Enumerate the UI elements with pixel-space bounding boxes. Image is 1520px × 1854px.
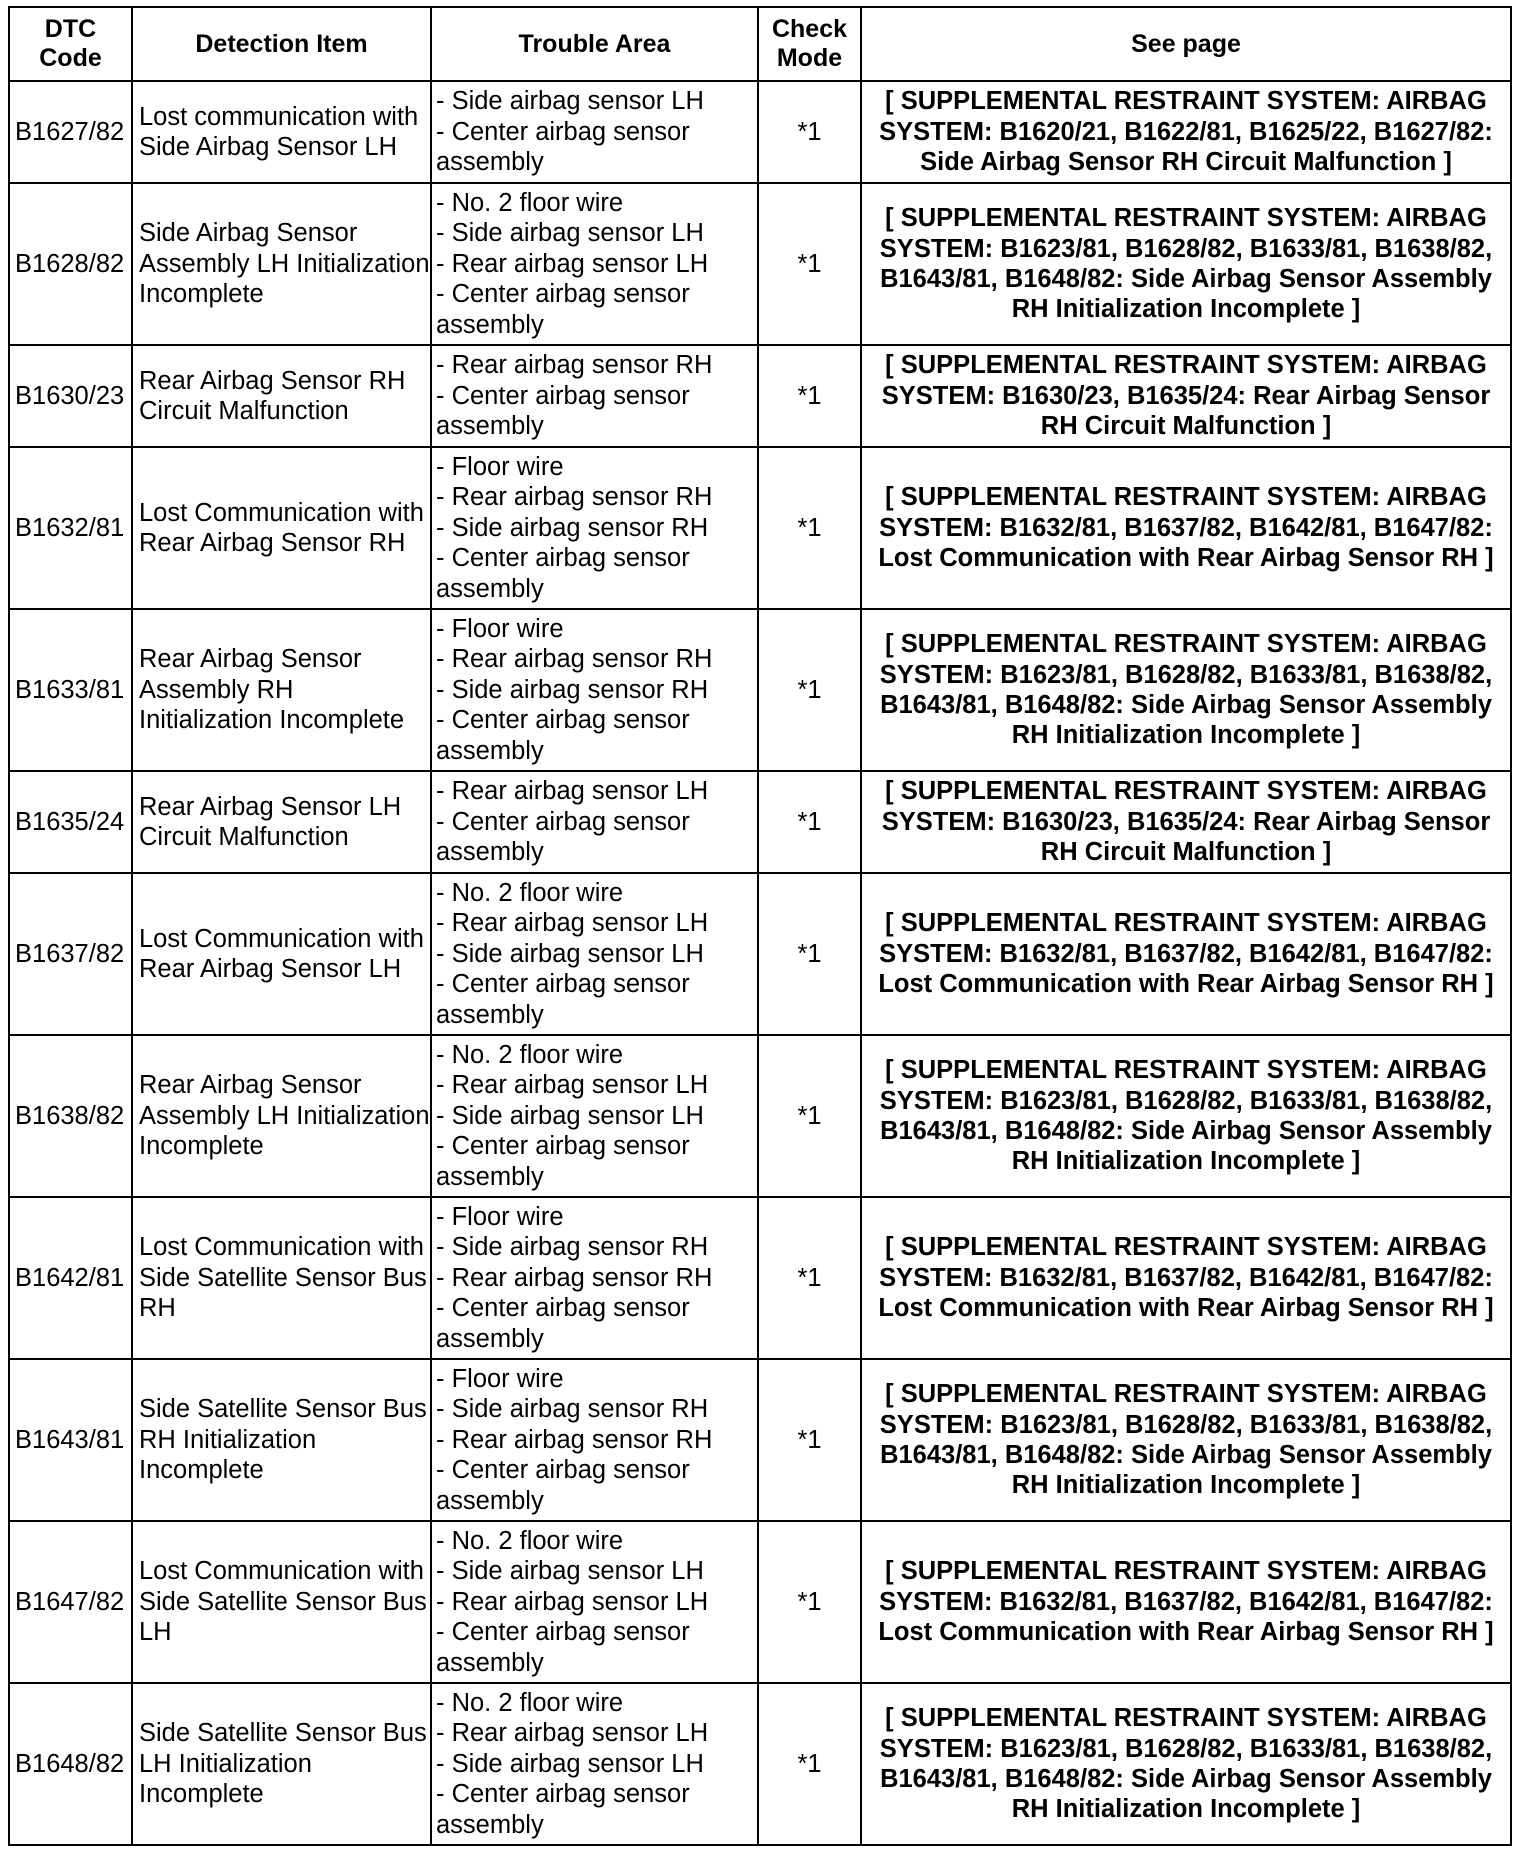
trouble-area-line: - Rear airbag sensor LH bbox=[436, 1071, 709, 1100]
trouble-area-line: assembly bbox=[436, 1000, 544, 1029]
table-row bbox=[9, 1197, 1511, 1359]
see-page-cell bbox=[861, 183, 1511, 345]
see-page-line: SYSTEM: B1632/81, B1637/82, B1642/81, B1647/82: bbox=[879, 1263, 1493, 1292]
header-detection-item: Detection Item bbox=[132, 7, 431, 81]
see-page-line: SYSTEM: B1632/81, B1637/82, B1642/81, B1647/82: bbox=[879, 939, 1493, 968]
header-check-mode-line: Mode bbox=[776, 44, 843, 72]
detection-item-line: Side Satellite Sensor Bus bbox=[139, 1263, 427, 1292]
see-page-cell bbox=[861, 771, 1511, 873]
see-page-line: RH Initialization Incomplete ] bbox=[1011, 1795, 1361, 1824]
dtc-code-cell: B1643/81 bbox=[9, 1359, 132, 1521]
see-page-line: [ SUPPLEMENTAL RESTRAINT SYSTEM: AIRBAG bbox=[885, 351, 1487, 380]
trouble-area-line: - Center airbag sensor bbox=[436, 117, 690, 146]
trouble-area-line: - Center airbag sensor bbox=[436, 1780, 690, 1809]
header-trouble-area: Trouble Area bbox=[431, 7, 758, 81]
check-mode-cell: *1 bbox=[758, 447, 861, 609]
see-page-line: [ SUPPLEMENTAL RESTRAINT SYSTEM: AIRBAG bbox=[885, 204, 1487, 233]
table-row bbox=[9, 183, 1511, 345]
trouble-area-line: - No. 2 floor wire bbox=[436, 1526, 624, 1555]
trouble-area-cell bbox=[431, 345, 758, 447]
dtc-code-cell: B1632/81 bbox=[9, 447, 132, 609]
see-page-line: Lost Communication with Rear Airbag Sensor RH ] bbox=[878, 1294, 1494, 1323]
detection-item-line: Incomplete bbox=[139, 280, 264, 309]
trouble-area-line: assembly bbox=[436, 148, 544, 177]
trouble-area-line: - Center airbag sensor bbox=[436, 381, 690, 410]
see-page-line: SYSTEM: B1623/81, B1628/82, B1633/81, B1638/82, bbox=[879, 1086, 1493, 1115]
detection-item-line: Lost communication with bbox=[139, 102, 419, 131]
trouble-area-line: - No. 2 floor wire bbox=[436, 1040, 624, 1069]
detection-item-line: Lost Communication with bbox=[139, 924, 424, 953]
table-row bbox=[9, 1521, 1511, 1683]
detection-item-line: Lost Communication with bbox=[139, 1557, 424, 1586]
detection-item-line: Circuit Malfunction bbox=[139, 397, 349, 425]
see-page-line: B1643/81, B1648/82: Side Airbag Sensor Assembly bbox=[880, 1765, 1492, 1793]
detection-item-line: Rear Airbag Sensor bbox=[139, 645, 362, 674]
detection-item-cell bbox=[132, 873, 431, 1035]
detection-item-line: Assembly LH Initialization bbox=[139, 249, 430, 278]
see-page-line: SYSTEM: B1623/81, B1628/82, B1633/81, B1638/82, bbox=[879, 660, 1493, 689]
trouble-area-line: - Center airbag sensor bbox=[436, 807, 690, 836]
table-row bbox=[9, 345, 1511, 447]
dtc-table bbox=[8, 6, 1512, 1846]
trouble-area-line: - Side airbag sensor RH bbox=[436, 513, 709, 542]
trouble-area-line: - Floor wire bbox=[436, 1202, 564, 1231]
trouble-area-line: - Rear airbag sensor RH bbox=[436, 483, 713, 512]
see-page-line: [ SUPPLEMENTAL RESTRAINT SYSTEM: AIRBAG bbox=[885, 909, 1487, 938]
detection-item-line: Side Satellite Sensor Bus bbox=[139, 1719, 427, 1748]
detection-item-cell bbox=[132, 81, 431, 183]
trouble-area-line: assembly bbox=[436, 1324, 544, 1353]
see-page-line: RH Initialization Incomplete ] bbox=[1011, 721, 1361, 750]
trouble-area-line: - Side airbag sensor LH bbox=[436, 939, 704, 968]
detection-item-line: Incomplete bbox=[139, 1456, 264, 1485]
trouble-area-line: - Rear airbag sensor RH bbox=[436, 351, 713, 380]
see-page-line: B1643/81, B1648/82: Side Airbag Sensor Assembly bbox=[880, 691, 1492, 719]
detection-item-cell bbox=[132, 447, 431, 609]
see-page-line: SYSTEM: B1632/81, B1637/82, B1642/81, B1647/82: bbox=[879, 513, 1493, 542]
dtc-code-cell: B1638/82 bbox=[9, 1035, 132, 1197]
trouble-area-line: assembly bbox=[436, 838, 544, 867]
dtc-table-body bbox=[9, 81, 1511, 1845]
see-page-line: B1643/81, B1648/82: Side Airbag Sensor Assembly bbox=[880, 1117, 1492, 1145]
see-page-line: [ SUPPLEMENTAL RESTRAINT SYSTEM: AIRBAG bbox=[885, 630, 1487, 659]
detection-item-cell bbox=[132, 1683, 431, 1845]
see-page-line: [ SUPPLEMENTAL RESTRAINT SYSTEM: AIRBAG bbox=[885, 1056, 1487, 1085]
trouble-area-line: assembly bbox=[436, 1648, 544, 1677]
detection-item-line: Initialization Incomplete bbox=[139, 706, 405, 735]
trouble-area-line: - Floor wire bbox=[436, 452, 564, 481]
detection-item-line: Side Satellite Sensor Bus bbox=[139, 1395, 427, 1424]
trouble-area-line: - Rear airbag sensor LH bbox=[436, 1719, 709, 1748]
see-page-line: RH Initialization Incomplete ] bbox=[1011, 295, 1361, 324]
table-row bbox=[9, 1359, 1511, 1521]
see-page-cell bbox=[861, 609, 1511, 771]
trouble-area-line: - Side airbag sensor LH bbox=[436, 1749, 704, 1778]
detection-item-cell bbox=[132, 1197, 431, 1359]
see-page-line: SYSTEM: B1623/81, B1628/82, B1633/81, B1638/82, bbox=[879, 234, 1493, 263]
check-mode-cell: *1 bbox=[758, 81, 861, 183]
check-mode-cell: *1 bbox=[758, 771, 861, 873]
detection-item-line: Rear Airbag Sensor bbox=[139, 1071, 362, 1100]
trouble-area-line: - Center airbag sensor bbox=[436, 1618, 690, 1647]
trouble-area-cell bbox=[431, 447, 758, 609]
table-header-row bbox=[9, 7, 1511, 81]
trouble-area-line: assembly bbox=[436, 574, 544, 603]
detection-item-line: Circuit Malfunction bbox=[139, 823, 349, 851]
detection-item-cell bbox=[132, 1035, 431, 1197]
see-page-cell bbox=[861, 1359, 1511, 1521]
detection-item-cell bbox=[132, 345, 431, 447]
trouble-area-line: assembly bbox=[436, 736, 544, 765]
detection-item-line: Rear Airbag Sensor RH bbox=[139, 529, 406, 557]
detection-item-cell bbox=[132, 1521, 431, 1683]
dtc-code-cell: B1628/82 bbox=[9, 183, 132, 345]
trouble-area-line: assembly bbox=[436, 1486, 544, 1515]
detection-item-line: Rear Airbag Sensor RH bbox=[139, 366, 406, 395]
see-page-line: [ SUPPLEMENTAL RESTRAINT SYSTEM: AIRBAG bbox=[885, 1704, 1487, 1733]
trouble-area-cell bbox=[431, 1683, 758, 1845]
see-page-line: Lost Communication with Rear Airbag Sensor RH ] bbox=[878, 970, 1494, 999]
dtc-code-cell: B1630/23 bbox=[9, 345, 132, 447]
see-page-line: SYSTEM: B1632/81, B1637/82, B1642/81, B1647/82: bbox=[879, 1587, 1493, 1616]
see-page-line: SYSTEM: B1623/81, B1628/82, B1633/81, B1638/82, bbox=[879, 1410, 1493, 1439]
trouble-area-line: - Rear airbag sensor RH bbox=[436, 1263, 713, 1292]
dtc-code-cell: B1647/82 bbox=[9, 1521, 132, 1683]
check-mode-cell: *1 bbox=[758, 609, 861, 771]
trouble-area-line: - Side airbag sensor LH bbox=[436, 1101, 704, 1130]
table-row bbox=[9, 1683, 1511, 1845]
table-row bbox=[9, 609, 1511, 771]
trouble-area-line: - Center airbag sensor bbox=[436, 706, 690, 735]
trouble-area-line: - Center airbag sensor bbox=[436, 1294, 690, 1323]
detection-item-cell bbox=[132, 183, 431, 345]
trouble-area-line: - Center airbag sensor bbox=[436, 280, 690, 309]
detection-item-line: RH Initialization bbox=[139, 1425, 317, 1454]
trouble-area-line: - No. 2 floor wire bbox=[436, 1688, 624, 1717]
trouble-area-line: - Center airbag sensor bbox=[436, 544, 690, 573]
see-page-line: Lost Communication with Rear Airbag Sensor RH ] bbox=[878, 1618, 1494, 1647]
trouble-area-line: - Rear airbag sensor LH bbox=[436, 1587, 709, 1616]
trouble-area-line: - Side airbag sensor RH bbox=[436, 675, 709, 704]
see-page-cell bbox=[861, 1035, 1511, 1197]
trouble-area-cell bbox=[431, 609, 758, 771]
check-mode-cell: *1 bbox=[758, 345, 861, 447]
trouble-area-cell bbox=[431, 81, 758, 183]
see-page-cell bbox=[861, 1197, 1511, 1359]
check-mode-cell: *1 bbox=[758, 873, 861, 1035]
check-mode-cell: *1 bbox=[758, 183, 861, 345]
trouble-area-line: - Side airbag sensor RH bbox=[436, 1233, 709, 1262]
detection-item-line: Incomplete bbox=[139, 1132, 264, 1161]
trouble-area-cell bbox=[431, 183, 758, 345]
trouble-area-line: - No. 2 floor wire bbox=[436, 878, 624, 907]
detection-item-line: Side Airbag Sensor LH bbox=[139, 133, 397, 161]
trouble-area-line: - Floor wire bbox=[436, 614, 564, 643]
dtc-code-cell: B1633/81 bbox=[9, 609, 132, 771]
check-mode-cell: *1 bbox=[758, 1683, 861, 1845]
see-page-line: [ SUPPLEMENTAL RESTRAINT SYSTEM: AIRBAG bbox=[885, 1557, 1487, 1586]
trouble-area-line: - Rear airbag sensor RH bbox=[436, 645, 713, 674]
trouble-area-line: - Side airbag sensor LH bbox=[436, 87, 704, 116]
trouble-area-line: - Rear airbag sensor LH bbox=[436, 777, 709, 806]
see-page-cell bbox=[861, 1521, 1511, 1683]
dtc-code-cell: B1637/82 bbox=[9, 873, 132, 1035]
header-check-mode bbox=[758, 7, 861, 81]
see-page-line: B1643/81, B1648/82: Side Airbag Sensor Assembly bbox=[880, 1441, 1492, 1469]
check-mode-cell: *1 bbox=[758, 1035, 861, 1197]
trouble-area-line: - Side airbag sensor RH bbox=[436, 1395, 709, 1424]
detection-item-line: Side Satellite Sensor Bus bbox=[139, 1587, 427, 1616]
see-page-cell bbox=[861, 81, 1511, 183]
table-row bbox=[9, 447, 1511, 609]
detection-item-cell bbox=[132, 771, 431, 873]
see-page-line: Lost Communication with Rear Airbag Sensor RH ] bbox=[878, 544, 1494, 573]
header-dtc-code bbox=[9, 7, 132, 81]
header-check-mode-line: Check bbox=[771, 15, 848, 43]
trouble-area-line: assembly bbox=[436, 310, 544, 339]
table-row bbox=[9, 81, 1511, 183]
detection-item-cell bbox=[132, 1359, 431, 1521]
dtc-code-cell: B1627/82 bbox=[9, 81, 132, 183]
table-row bbox=[9, 873, 1511, 1035]
trouble-area-cell bbox=[431, 1197, 758, 1359]
see-page-line: SYSTEM: B1623/81, B1628/82, B1633/81, B1638/82, bbox=[879, 1734, 1493, 1763]
see-page-line: SYSTEM: B1630/23, B1635/24: Rear Airbag Sensor bbox=[881, 807, 1491, 836]
detection-item-line: Side Airbag Sensor bbox=[139, 219, 358, 248]
table-row bbox=[9, 1035, 1511, 1197]
trouble-area-line: - Rear airbag sensor LH bbox=[436, 909, 709, 938]
see-page-cell bbox=[861, 345, 1511, 447]
see-page-line: [ SUPPLEMENTAL RESTRAINT SYSTEM: AIRBAG bbox=[885, 483, 1487, 512]
trouble-area-cell bbox=[431, 771, 758, 873]
detection-item-line: Rear Airbag Sensor LH bbox=[139, 792, 402, 821]
detection-item-line: RH bbox=[139, 1294, 176, 1323]
check-mode-cell: *1 bbox=[758, 1521, 861, 1683]
see-page-line: [ SUPPLEMENTAL RESTRAINT SYSTEM: AIRBAG bbox=[885, 1233, 1487, 1262]
trouble-area-line: assembly bbox=[436, 412, 544, 441]
trouble-area-cell bbox=[431, 1521, 758, 1683]
dtc-code-cell: B1648/82 bbox=[9, 1683, 132, 1845]
detection-item-line: Incomplete bbox=[139, 1780, 264, 1809]
detection-item-line: LH bbox=[139, 1618, 172, 1647]
see-page-line: RH Circuit Malfunction ] bbox=[1040, 412, 1332, 441]
check-mode-cell: *1 bbox=[758, 1359, 861, 1521]
detection-item-cell bbox=[132, 609, 431, 771]
detection-item-line: Assembly LH Initialization bbox=[139, 1101, 430, 1130]
see-page-line: [ SUPPLEMENTAL RESTRAINT SYSTEM: AIRBAG bbox=[885, 777, 1487, 806]
trouble-area-line: assembly bbox=[436, 1810, 544, 1839]
trouble-area-cell bbox=[431, 1035, 758, 1197]
header-dtc-code-line: Code bbox=[39, 44, 102, 72]
header-see-page: See page bbox=[861, 7, 1511, 81]
see-page-line: RH Initialization Incomplete ] bbox=[1011, 1471, 1361, 1500]
detection-item-line: LH Initialization bbox=[139, 1749, 312, 1778]
see-page-line: RH Initialization Incomplete ] bbox=[1011, 1147, 1361, 1176]
trouble-area-line: - Rear airbag sensor LH bbox=[436, 249, 709, 278]
see-page-cell bbox=[861, 873, 1511, 1035]
trouble-area-line: - Center airbag sensor bbox=[436, 970, 690, 999]
trouble-area-line: - Floor wire bbox=[436, 1364, 564, 1393]
see-page-line: [ SUPPLEMENTAL RESTRAINT SYSTEM: AIRBAG bbox=[885, 87, 1487, 116]
header-dtc-code-line: DTC bbox=[44, 15, 97, 43]
table-row bbox=[9, 771, 1511, 873]
detection-item-line: Lost Communication with bbox=[139, 498, 424, 527]
dtc-code-cell: B1635/24 bbox=[9, 771, 132, 873]
see-page-line: SYSTEM: B1630/23, B1635/24: Rear Airbag Sensor bbox=[881, 381, 1491, 410]
see-page-line: B1643/81, B1648/82: Side Airbag Sensor Assembly bbox=[880, 265, 1492, 293]
detection-item-line: Rear Airbag Sensor LH bbox=[139, 955, 402, 983]
trouble-area-line: assembly bbox=[436, 1162, 544, 1191]
detection-item-line: Lost Communication with bbox=[139, 1233, 424, 1262]
see-page-line: [ SUPPLEMENTAL RESTRAINT SYSTEM: AIRBAG bbox=[885, 1380, 1487, 1409]
trouble-area-line: - No. 2 floor wire bbox=[436, 188, 624, 217]
see-page-cell bbox=[861, 1683, 1511, 1845]
trouble-area-line: - Center airbag sensor bbox=[436, 1132, 690, 1161]
trouble-area-line: - Side airbag sensor LH bbox=[436, 219, 704, 248]
see-page-cell bbox=[861, 447, 1511, 609]
check-mode-cell: *1 bbox=[758, 1197, 861, 1359]
dtc-code-cell: B1642/81 bbox=[9, 1197, 132, 1359]
detection-item-line: Assembly RH bbox=[139, 675, 294, 704]
trouble-area-line: - Rear airbag sensor RH bbox=[436, 1425, 713, 1454]
see-page-line: RH Circuit Malfunction ] bbox=[1040, 838, 1332, 867]
see-page-line: SYSTEM: B1620/21, B1622/81, B1625/22, B1627/82: bbox=[879, 117, 1493, 146]
trouble-area-cell bbox=[431, 1359, 758, 1521]
trouble-area-line: - Center airbag sensor bbox=[436, 1456, 690, 1485]
trouble-area-line: - Side airbag sensor LH bbox=[436, 1557, 704, 1586]
see-page-line: Side Airbag Sensor RH Circuit Malfunction ] bbox=[920, 148, 1452, 177]
trouble-area-cell bbox=[431, 873, 758, 1035]
